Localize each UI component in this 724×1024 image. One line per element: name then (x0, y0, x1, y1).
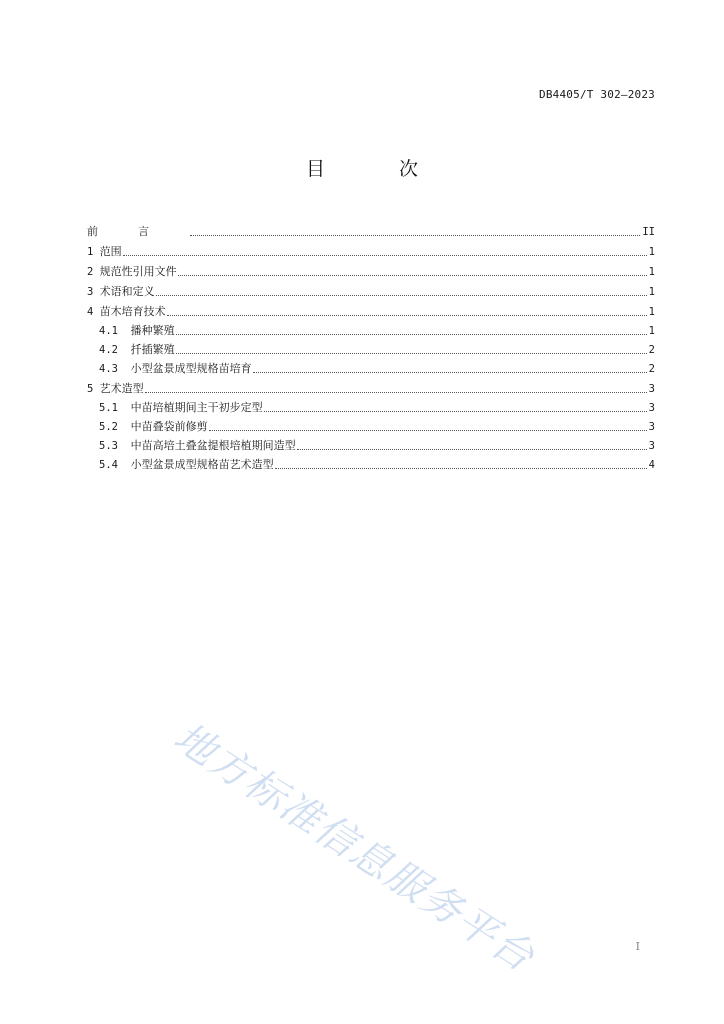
toc-entry-number: 5.4 (99, 459, 118, 471)
watermark: 地方标准信息服务平台 (165, 714, 543, 982)
toc-entry-page: 1 (648, 306, 655, 318)
toc-entry-page: 3 (648, 383, 655, 395)
toc-entry-label: 中苗叠袋前修剪 (130, 420, 208, 433)
toc-entry-label: 播种繁殖 (130, 324, 175, 337)
toc-entry-4-1[interactable] (87, 319, 655, 338)
toc-leader-dots (123, 254, 647, 256)
toc-entry-4[interactable] (87, 299, 655, 319)
toc-entry-5-1[interactable] (87, 396, 655, 415)
toc-entry-page: 1 (648, 246, 655, 258)
toc-entry-page: 2 (648, 363, 655, 375)
toc-leader-dots (275, 467, 647, 469)
toc-entry-number: 5.2 (99, 421, 118, 433)
toc-entry-page: 1 (648, 325, 655, 337)
toc-entry-label: 小型盆景成型规格苗艺术造型 (130, 458, 274, 471)
toc-leader-dots (145, 391, 647, 393)
toc-entry-page: 3 (648, 421, 655, 433)
toc-entry-page: 2 (648, 344, 655, 356)
page-title: 目 次 (305, 158, 453, 180)
toc-entry-number: 4 (87, 306, 94, 318)
toc-entry-foreword[interactable] (87, 219, 655, 239)
toc-leader-dots (156, 294, 647, 296)
toc-entry-number: 5.3 (99, 440, 118, 452)
toc-entry-number: 4.3 (99, 363, 118, 375)
document-code: DB4405/T 302—2023 (539, 88, 655, 101)
toc-entry-label: 中苗培植期间主干初步定型 (130, 401, 263, 414)
toc-leader-dots (297, 448, 647, 450)
toc-entry-label: 范围 (99, 245, 122, 258)
toc-entry-number: 2 (87, 266, 94, 278)
toc-entry-label: 前言 (87, 225, 189, 238)
toc-leader-dots (209, 429, 647, 431)
toc-entry-number: 5 (87, 383, 94, 395)
toc-entry-3[interactable] (87, 279, 655, 299)
toc-entry-page: 1 (648, 266, 655, 278)
toc-entry-2[interactable] (87, 259, 655, 279)
toc-entry-label: 术语和定义 (99, 285, 155, 298)
toc-leader-dots (176, 333, 647, 335)
toc-entry-1[interactable] (87, 239, 655, 259)
toc-entry-4-2[interactable] (87, 338, 655, 357)
toc-entry-5[interactable] (87, 376, 655, 396)
toc-entry-5-4[interactable] (87, 453, 655, 472)
toc-entry-label: 规范性引用文件 (99, 265, 177, 278)
toc-entry-label: 艺术造型 (99, 382, 144, 395)
toc-entry-4-3[interactable] (87, 357, 655, 376)
toc-entry-5-2[interactable] (87, 415, 655, 434)
toc-entry-number: 3 (87, 286, 94, 298)
toc-leader-dots (253, 371, 647, 373)
toc-entry-page: 1 (648, 286, 655, 298)
toc-leader-dots (178, 274, 647, 276)
toc-entry-page: II (642, 226, 655, 238)
toc-entry-number: 1 (87, 246, 94, 258)
toc-entry-page: 3 (648, 402, 655, 414)
toc-leader-dots (167, 314, 647, 316)
toc-leader-dots (264, 410, 647, 412)
toc-entry-5-3[interactable] (87, 434, 655, 453)
toc-leader-dots (190, 234, 640, 236)
toc-entry-page: 4 (648, 459, 655, 471)
table-of-contents (87, 219, 655, 472)
toc-entry-number: 5.1 (99, 402, 118, 414)
toc-entry-number: 4.2 (99, 344, 118, 356)
toc-entry-number: 4.1 (99, 325, 118, 337)
toc-entry-label: 扦插繁殖 (130, 343, 175, 356)
toc-entry-label: 苗木培育技术 (99, 305, 166, 318)
toc-entry-label: 小型盆景成型规格苗培育 (130, 362, 252, 375)
toc-entry-label: 中苗高培土叠盆提根培植期间造型 (130, 439, 296, 452)
page-number: I (635, 940, 640, 953)
toc-entry-page: 3 (648, 440, 655, 452)
toc-leader-dots (176, 352, 647, 354)
